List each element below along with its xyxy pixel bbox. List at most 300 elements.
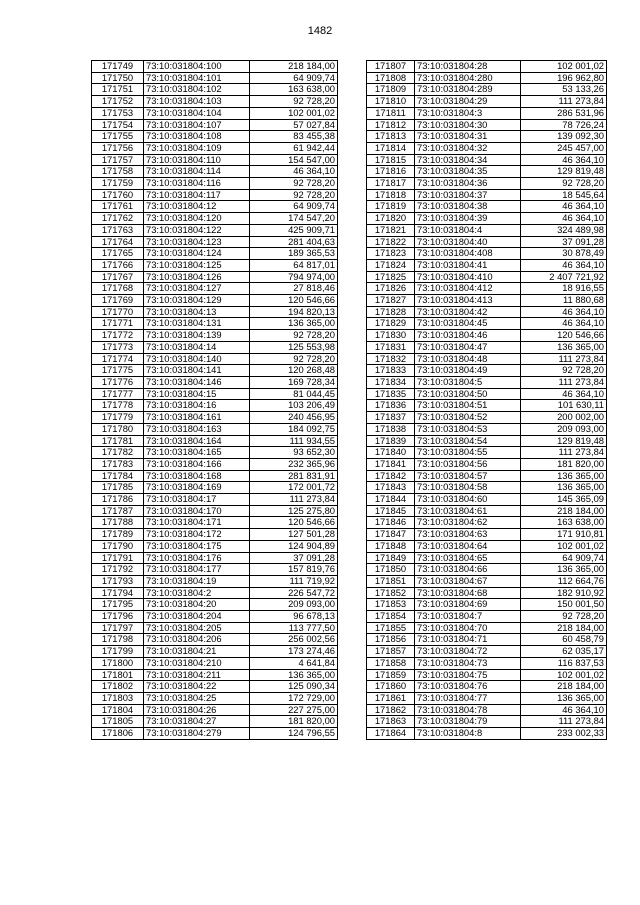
table-row (92, 318, 338, 330)
record-number-cell: 171754 (92, 119, 144, 131)
cadastral-value-cell: 64 909,74 (521, 552, 607, 564)
cadastral-value-cell: 92 728,20 (250, 178, 338, 190)
table-row (92, 201, 338, 213)
record-number-cell: 171813 (367, 131, 415, 143)
record-number-cell: 171827 (367, 295, 415, 307)
table-row (367, 517, 607, 529)
cadastral-value-cell: 102 001,02 (521, 61, 607, 73)
record-number-cell: 171848 (367, 540, 415, 552)
cadastral-number-cell: 73:10:031804:40 (415, 236, 521, 248)
table-row (367, 622, 607, 634)
record-number-cell: 171768 (92, 283, 144, 295)
cadastral-value-cell: 120 546,66 (250, 295, 338, 307)
table-row (92, 564, 338, 576)
record-number-cell: 171804 (92, 704, 144, 716)
cadastral-value-cell: 64 909,74 (250, 72, 338, 84)
table-row (92, 575, 338, 587)
record-number-cell: 171856 (367, 634, 415, 646)
record-number-cell: 171862 (367, 704, 415, 716)
table-row (367, 154, 607, 166)
cadastral-number-cell: 73:10:031804:117 (144, 189, 250, 201)
table-row (92, 61, 338, 73)
cadastral-value-cell: 57 027,84 (250, 119, 338, 131)
table-row (92, 447, 338, 459)
table-row (367, 529, 607, 541)
cadastral-value-cell: 125 090,34 (250, 681, 338, 693)
record-number-cell: 171763 (92, 224, 144, 236)
record-number-cell: 171858 (367, 657, 415, 669)
table-row (367, 166, 607, 178)
cadastral-value-cell: 101 630,11 (521, 400, 607, 412)
cadastral-number-cell: 73:10:031804:12 (144, 201, 250, 213)
record-number-cell: 171791 (92, 552, 144, 564)
cadastral-value-cell: 794 974,00 (250, 271, 338, 283)
record-number-cell: 171798 (92, 634, 144, 646)
cadastral-value-cell: 226 547,72 (250, 587, 338, 599)
cadastral-value-cell: 116 837,53 (521, 657, 607, 669)
cadastral-number-cell: 73:10:031804:16 (144, 400, 250, 412)
cadastral-value-cell: 27 818,46 (250, 283, 338, 295)
record-number-cell: 171796 (92, 611, 144, 623)
cadastral-number-cell: 73:10:031804:110 (144, 154, 250, 166)
table-row (92, 365, 338, 377)
cadastral-number-cell: 73:10:031804:122 (144, 224, 250, 236)
cadastral-number-cell: 73:10:031804:100 (144, 61, 250, 73)
cadastral-value-cell: 46 364,10 (521, 306, 607, 318)
cadastral-number-cell: 73:10:031804:139 (144, 330, 250, 342)
record-number-cell: 171817 (367, 178, 415, 190)
cadastral-value-cell: 92 728,20 (521, 365, 607, 377)
table-row (92, 494, 338, 506)
record-number-cell: 171809 (367, 84, 415, 96)
table-row (367, 353, 607, 365)
cadastral-value-cell: 240 456,95 (250, 412, 338, 424)
cadastral-number-cell: 73:10:031804:73 (415, 657, 521, 669)
cadastral-number-cell: 73:10:031804:13 (144, 306, 250, 318)
record-number-cell: 171764 (92, 236, 144, 248)
cadastral-number-cell: 73:10:031804:20 (144, 599, 250, 611)
record-number-cell: 171774 (92, 353, 144, 365)
cadastral-number-cell: 73:10:031804:7 (415, 611, 521, 623)
record-number-cell: 171766 (92, 259, 144, 271)
cadastral-number-cell: 73:10:031804:17 (144, 494, 250, 506)
cadastral-value-cell: 111 934,55 (250, 435, 338, 447)
cadastral-number-cell: 73:10:031804:62 (415, 517, 521, 529)
record-number-cell: 171859 (367, 669, 415, 681)
record-number-cell: 171787 (92, 505, 144, 517)
cadastral-value-cell: 60 458,79 (521, 634, 607, 646)
cadastral-number-cell: 73:10:031804:279 (144, 728, 250, 740)
cadastral-value-cell: 129 819,48 (521, 166, 607, 178)
cadastral-number-cell: 73:10:031804:124 (144, 248, 250, 260)
table-row (367, 435, 607, 447)
cadastral-value-cell: 124 796,55 (250, 728, 338, 740)
table-row (367, 611, 607, 623)
record-number-cell: 171812 (367, 119, 415, 131)
cadastral-value-cell: 145 365,09 (521, 494, 607, 506)
cadastral-value-cell: 120 546,66 (521, 330, 607, 342)
cadastral-value-cell: 218 184,00 (521, 622, 607, 634)
table-row (92, 166, 338, 178)
cadastral-value-cell: 96 678,13 (250, 611, 338, 623)
cadastral-number-cell: 73:10:031804:5 (415, 376, 521, 388)
record-number-cell: 171825 (367, 271, 415, 283)
table-row (92, 295, 338, 307)
cadastral-number-cell: 73:10:031804:408 (415, 248, 521, 260)
record-number-cell: 171807 (367, 61, 415, 73)
cadastral-number-cell: 73:10:031804:165 (144, 447, 250, 459)
record-number-cell: 171810 (367, 96, 415, 108)
cadastral-value-cell: 174 547,20 (250, 213, 338, 225)
table-row (92, 587, 338, 599)
record-number-cell: 171861 (367, 692, 415, 704)
cadastral-number-cell: 73:10:031804:55 (415, 447, 521, 459)
table-row (367, 692, 607, 704)
record-number-cell: 171759 (92, 178, 144, 190)
record-number-cell: 171822 (367, 236, 415, 248)
cadastral-number-cell: 73:10:031804:172 (144, 529, 250, 541)
table-row (367, 400, 607, 412)
table-row (92, 622, 338, 634)
table-row (92, 178, 338, 190)
cadastral-number-cell: 73:10:031804:141 (144, 365, 250, 377)
record-number-cell: 171784 (92, 470, 144, 482)
table-row (92, 412, 338, 424)
cadastral-table-right (366, 60, 607, 740)
table-row (92, 505, 338, 517)
table-row (367, 142, 607, 154)
table-row (367, 412, 607, 424)
table-row (92, 96, 338, 108)
table-row (367, 494, 607, 506)
record-number-cell: 171847 (367, 529, 415, 541)
cadastral-value-cell: 111 273,84 (521, 96, 607, 108)
table-row (367, 72, 607, 84)
cadastral-value-cell: 125 553,98 (250, 341, 338, 353)
record-number-cell: 171790 (92, 540, 144, 552)
cadastral-value-cell: 218 184,00 (250, 61, 338, 73)
record-number-cell: 171824 (367, 259, 415, 271)
cadastral-value-cell: 182 910,92 (521, 587, 607, 599)
table-row (367, 716, 607, 728)
record-number-cell: 171820 (367, 213, 415, 225)
cadastral-number-cell: 73:10:031804:25 (144, 692, 250, 704)
cadastral-number-cell: 73:10:031804:39 (415, 213, 521, 225)
cadastral-value-cell: 169 728,34 (250, 376, 338, 388)
cadastral-value-cell: 425 909,71 (250, 224, 338, 236)
cadastral-value-cell: 92 728,20 (250, 330, 338, 342)
cadastral-number-cell: 73:10:031804:204 (144, 611, 250, 623)
cadastral-number-cell: 73:10:031804:36 (415, 178, 521, 190)
record-number-cell: 171771 (92, 318, 144, 330)
cadastral-number-cell: 73:10:031804:68 (415, 587, 521, 599)
table-row (367, 96, 607, 108)
cadastral-value-cell: 136 365,00 (521, 692, 607, 704)
record-number-cell: 171851 (367, 575, 415, 587)
cadastral-number-cell: 73:10:031804:171 (144, 517, 250, 529)
record-number-cell: 171801 (92, 669, 144, 681)
record-number-cell: 171792 (92, 564, 144, 576)
record-number-cell: 171800 (92, 657, 144, 669)
record-number-cell: 171864 (367, 728, 415, 740)
record-number-cell: 171853 (367, 599, 415, 611)
cadastral-value-cell: 136 365,00 (521, 482, 607, 494)
cadastral-number-cell: 73:10:031804:168 (144, 470, 250, 482)
record-number-cell: 171765 (92, 248, 144, 260)
table-row (92, 458, 338, 470)
cadastral-value-cell: 281 831,91 (250, 470, 338, 482)
record-number-cell: 171842 (367, 470, 415, 482)
record-number-cell: 171849 (367, 552, 415, 564)
cadastral-number-cell: 73:10:031804:34 (415, 154, 521, 166)
cadastral-number-cell: 73:10:031804:161 (144, 412, 250, 424)
cadastral-number-cell: 73:10:031804:63 (415, 529, 521, 541)
cadastral-number-cell: 73:10:031804:42 (415, 306, 521, 318)
cadastral-value-cell: 129 819,48 (521, 435, 607, 447)
cadastral-number-cell: 73:10:031804:2 (144, 587, 250, 599)
record-number-cell: 171794 (92, 587, 144, 599)
table-row (367, 330, 607, 342)
record-number-cell: 171808 (367, 72, 415, 84)
record-number-cell: 171802 (92, 681, 144, 693)
cadastral-value-cell: 92 728,20 (250, 353, 338, 365)
record-number-cell: 171799 (92, 646, 144, 658)
cadastral-number-cell: 73:10:031804:29 (415, 96, 521, 108)
table-row (367, 271, 607, 283)
record-number-cell: 171806 (92, 728, 144, 740)
table-row (367, 447, 607, 459)
table-row (367, 201, 607, 213)
record-number-cell: 171818 (367, 189, 415, 201)
cadastral-number-cell: 73:10:031804:102 (144, 84, 250, 96)
cadastral-number-cell: 73:10:031804:79 (415, 716, 521, 728)
record-number-cell: 171786 (92, 494, 144, 506)
cadastral-number-cell: 73:10:031804:26 (144, 704, 250, 716)
cadastral-value-cell: 4 641,84 (250, 657, 338, 669)
cadastral-number-cell: 73:10:031804:60 (415, 494, 521, 506)
cadastral-value-cell: 127 501,28 (250, 529, 338, 541)
record-number-cell: 171803 (92, 692, 144, 704)
cadastral-value-cell: 111 273,84 (521, 353, 607, 365)
record-number-cell: 171778 (92, 400, 144, 412)
cadastral-number-cell: 73:10:031804:28 (415, 61, 521, 73)
record-number-cell: 171826 (367, 283, 415, 295)
cadastral-number-cell: 73:10:031804:116 (144, 178, 250, 190)
table-row (367, 575, 607, 587)
cadastral-value-cell: 136 365,00 (521, 341, 607, 353)
record-number-cell: 171843 (367, 482, 415, 494)
table-row (367, 318, 607, 330)
cadastral-number-cell: 73:10:031804:114 (144, 166, 250, 178)
record-number-cell: 171839 (367, 435, 415, 447)
cadastral-number-cell: 73:10:031804:67 (415, 575, 521, 587)
cadastral-number-cell: 73:10:031804:49 (415, 365, 521, 377)
cadastral-number-cell: 73:10:031804:47 (415, 341, 521, 353)
record-number-cell: 171785 (92, 482, 144, 494)
table-row (92, 517, 338, 529)
record-number-cell: 171814 (367, 142, 415, 154)
table-row (367, 61, 607, 73)
cadastral-number-cell: 73:10:031804:104 (144, 107, 250, 119)
cadastral-number-cell: 73:10:031804:30 (415, 119, 521, 131)
table-row (367, 189, 607, 201)
cadastral-number-cell: 73:10:031804:27 (144, 716, 250, 728)
cadastral-number-cell: 73:10:031804:169 (144, 482, 250, 494)
cadastral-value-cell: 111 273,84 (521, 376, 607, 388)
cadastral-value-cell: 233 002,33 (521, 728, 607, 740)
cadastral-value-cell: 81 044,45 (250, 388, 338, 400)
cadastral-number-cell: 73:10:031804:69 (415, 599, 521, 611)
cadastral-value-cell: 172 729,00 (250, 692, 338, 704)
record-number-cell: 171775 (92, 365, 144, 377)
cadastral-number-cell: 73:10:031804:4 (415, 224, 521, 236)
record-number-cell: 171776 (92, 376, 144, 388)
cadastral-value-cell: 102 001,02 (521, 669, 607, 681)
cadastral-number-cell: 73:10:031804:21 (144, 646, 250, 658)
record-number-cell: 171805 (92, 716, 144, 728)
cadastral-value-cell: 113 777,50 (250, 622, 338, 634)
table-row (92, 704, 338, 716)
cadastral-number-cell: 73:10:031804:57 (415, 470, 521, 482)
table-row (92, 248, 338, 260)
cadastral-value-cell: 136 365,00 (521, 564, 607, 576)
cadastral-value-cell: 136 365,00 (250, 318, 338, 330)
table-row (367, 657, 607, 669)
table-row (92, 540, 338, 552)
table-row (92, 634, 338, 646)
table-row (92, 283, 338, 295)
record-number-cell: 171781 (92, 435, 144, 447)
table-row (92, 423, 338, 435)
cadastral-table-left (91, 60, 338, 740)
cadastral-value-cell: 30 878,49 (521, 248, 607, 260)
table-row (92, 154, 338, 166)
cadastral-value-cell: 112 664,76 (521, 575, 607, 587)
cadastral-value-cell: 46 364,10 (521, 259, 607, 271)
cadastral-value-cell: 37 091,28 (250, 552, 338, 564)
record-number-cell: 171816 (367, 166, 415, 178)
cadastral-number-cell: 73:10:031804:46 (415, 330, 521, 342)
cadastral-value-cell: 218 184,00 (521, 505, 607, 517)
table-row (367, 669, 607, 681)
table-row (92, 552, 338, 564)
cadastral-number-cell: 73:10:031804:14 (144, 341, 250, 353)
cadastral-value-cell: 136 365,00 (250, 669, 338, 681)
cadastral-number-cell: 73:10:031804:15 (144, 388, 250, 400)
cadastral-number-cell: 73:10:031804:140 (144, 353, 250, 365)
cadastral-value-cell: 111 719,92 (250, 575, 338, 587)
table-row (367, 248, 607, 260)
table-row (92, 692, 338, 704)
cadastral-number-cell: 73:10:031804:101 (144, 72, 250, 84)
cadastral-number-cell: 73:10:031804:37 (415, 189, 521, 201)
record-number-cell: 171753 (92, 107, 144, 119)
cadastral-number-cell: 73:10:031804:35 (415, 166, 521, 178)
cadastral-number-cell: 73:10:031804:45 (415, 318, 521, 330)
record-number-cell: 171854 (367, 611, 415, 623)
table-row (92, 657, 338, 669)
record-number-cell: 171772 (92, 330, 144, 342)
cadastral-number-cell: 73:10:031804:77 (415, 692, 521, 704)
record-number-cell: 171828 (367, 306, 415, 318)
cadastral-number-cell: 73:10:031804:72 (415, 646, 521, 658)
cadastral-value-cell: 93 652,30 (250, 447, 338, 459)
cadastral-number-cell: 73:10:031804:41 (415, 259, 521, 271)
table-row (367, 283, 607, 295)
record-number-cell: 171756 (92, 142, 144, 154)
cadastral-value-cell: 64 909,74 (250, 201, 338, 213)
record-number-cell: 171830 (367, 330, 415, 342)
table-row (367, 107, 607, 119)
record-number-cell: 171833 (367, 365, 415, 377)
cadastral-number-cell: 73:10:031804:71 (415, 634, 521, 646)
table-row (367, 178, 607, 190)
cadastral-number-cell: 73:10:031804:163 (144, 423, 250, 435)
cadastral-number-cell: 73:10:031804:129 (144, 295, 250, 307)
table-row (367, 552, 607, 564)
cadastral-value-cell: 111 273,84 (521, 447, 607, 459)
cadastral-value-cell: 184 092,75 (250, 423, 338, 435)
table-row (92, 435, 338, 447)
table-row (367, 306, 607, 318)
table-row (92, 119, 338, 131)
cadastral-number-cell: 73:10:031804:126 (144, 271, 250, 283)
record-number-cell: 171755 (92, 131, 144, 143)
table-row (367, 224, 607, 236)
cadastral-value-cell: 92 728,20 (521, 611, 607, 623)
cadastral-number-cell: 73:10:031804:58 (415, 482, 521, 494)
cadastral-value-cell: 232 365,96 (250, 458, 338, 470)
table-row (92, 259, 338, 271)
cadastral-value-cell: 46 364,10 (521, 154, 607, 166)
table-row (92, 388, 338, 400)
cadastral-value-cell: 256 002,56 (250, 634, 338, 646)
table-row (92, 716, 338, 728)
record-number-cell: 171863 (367, 716, 415, 728)
table-row (367, 646, 607, 658)
cadastral-number-cell: 73:10:031804:177 (144, 564, 250, 576)
record-number-cell: 171793 (92, 575, 144, 587)
cadastral-value-cell: 173 274,46 (250, 646, 338, 658)
table-row (92, 400, 338, 412)
record-number-cell: 171838 (367, 423, 415, 435)
table-row (367, 131, 607, 143)
table-row (92, 728, 338, 740)
cadastral-number-cell: 73:10:031804:176 (144, 552, 250, 564)
cadastral-table-right-body (367, 61, 607, 740)
record-number-cell: 171832 (367, 353, 415, 365)
cadastral-number-cell: 73:10:031804:76 (415, 681, 521, 693)
table-row (367, 704, 607, 716)
table-row (367, 599, 607, 611)
cadastral-value-cell: 92 728,20 (250, 189, 338, 201)
cadastral-value-cell: 194 820,13 (250, 306, 338, 318)
cadastral-number-cell: 73:10:031804:107 (144, 119, 250, 131)
table-row (367, 84, 607, 96)
record-number-cell: 171762 (92, 213, 144, 225)
table-row (92, 353, 338, 365)
record-number-cell: 171752 (92, 96, 144, 108)
cadastral-number-cell: 73:10:031804:412 (415, 283, 521, 295)
cadastral-value-cell: 218 184,00 (521, 681, 607, 693)
cadastral-value-cell: 64 817,01 (250, 259, 338, 271)
record-number-cell: 171844 (367, 494, 415, 506)
cadastral-number-cell: 73:10:031804:56 (415, 458, 521, 470)
record-number-cell: 171815 (367, 154, 415, 166)
record-number-cell: 171751 (92, 84, 144, 96)
cadastral-value-cell: 92 728,20 (521, 178, 607, 190)
cadastral-number-cell: 73:10:031804:54 (415, 435, 521, 447)
